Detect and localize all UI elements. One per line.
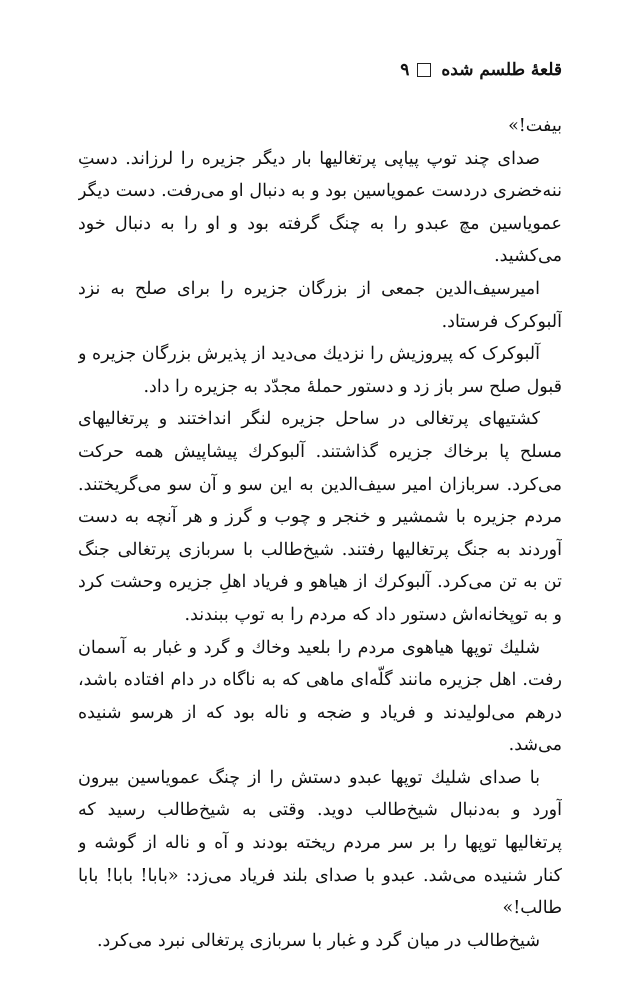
body-text [78,110,562,960]
paragraph-continuation: بیفت!» [508,116,562,136]
paragraph: شلیك توپها هیاهوی مردم را بلعید وخاك و گرد و غبار به آسمان رفت. اهل جزیره مانند گلّه‌ای ماهی که به ناگاه در دام افتاده باشد، درهم می‌لولیدند و فریاد و ضجه و ناله بود که از هرسو شنیده می‌شد. [78,637,562,756]
chapter-title: قلعهٔ طلسم شده [441,60,562,80]
paragraph: امیرسیف‌الدین جمعی از بزرگان جزیره را برای صلح به نزد آلبوکرک فرستاد. [78,278,562,332]
paragraph: شیخ‌طالب در میان گرد و غبار با سربازی پرتغالی نبرد می‌کرد. [96,930,540,951]
paragraph: کشتیهای پرتغالی در ساحل جزیره لنگر انداختند و پرتغالیهای مسلح پا برخاك جزیره گذاشتند. آلبوکرك پیشاپیش همه حرکت می‌کرد. سربازان امیر سیف‌الدین به این سو و آن سو می‌گریختند. مردم جزیره با شمشیر و خنجر و چوب و گرز و هر آنچه به دست آوردند به جنگ پرتغالیها رفتند. شیخ‌طالب با سربازی پرتغالی جنگ تن به تن می‌کرد. آلبوکرك از هیاهو و فریاد اهلِ جزیره وحشت کرد و به توپخانه‌اش دستور داد که مردم را به توپ ببندند. [78,409,562,625]
paragraph: آلبوکرک که پیروزیش را نزدیك می‌دید از پذیرش بزرگان جزیره و قبول صلح سر باز زد و دستور حملهٔ مجدّد به جزیره را داد. [78,344,562,397]
page-number: ۹ [400,60,410,80]
paragraph: صدای چند توپ پیاپی پرتغالیها بار دیگر جزیره را لرزاند. دستِ ننه‌خضری دردست عموياسين بود و به دنبال او می‌رفت. دست دیگر عموياسين مچ عبدو را به چنگ گرفته بود و او را به دنبال خود می‌کشید. [78,148,562,267]
separator-box-icon [417,63,431,77]
running-header [70,56,562,84]
paragraph: با صدای شلیك توپها عبدو دستش را از چنگ عموياسين بیرون آورد و به‌دنبال شیخ‌طالب دوید. وقتی به شیخ‌طالب رسید که پرتغالیها توپها را بر سر مردم ریخته بودند و آه و ناله از گوشه و کنار شنیده می‌شد. عبدو با صدای بلند فریاد می‌زد: «بابا! بابا! بابا طالب!» [78,767,562,919]
